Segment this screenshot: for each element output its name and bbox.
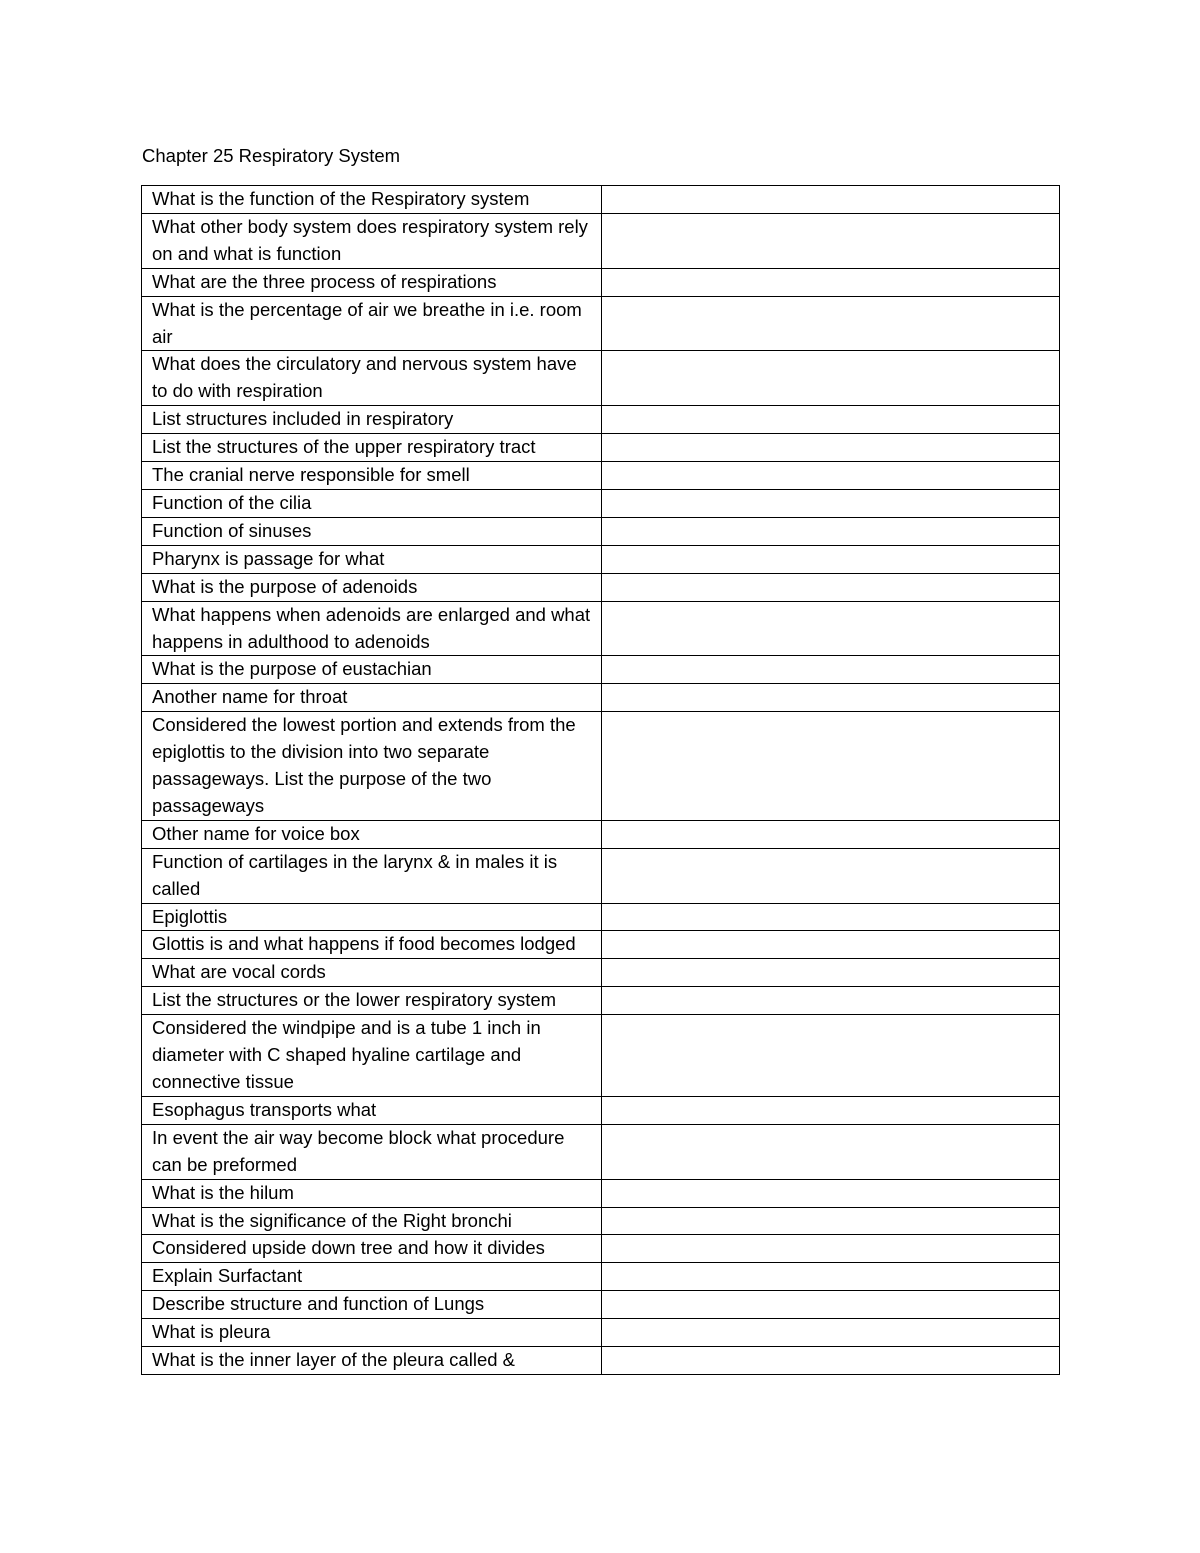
answer-cell[interactable] — [602, 987, 1060, 1015]
table-row — [142, 351, 1060, 406]
answer-cell[interactable] — [602, 1263, 1060, 1291]
table-row — [142, 601, 1060, 656]
question-cell: What is the purpose of adenoids — [142, 573, 602, 601]
question-cell: What is the inner layer of the pleura called & — [142, 1347, 602, 1375]
question-cell: List the structures of the upper respiratory tract — [142, 434, 602, 462]
answer-cell[interactable] — [602, 1291, 1060, 1319]
table-row — [142, 489, 1060, 517]
question-cell: Function of the cilia — [142, 489, 602, 517]
answer-cell[interactable] — [602, 1179, 1060, 1207]
table-row — [142, 1015, 1060, 1097]
answer-cell[interactable] — [602, 186, 1060, 214]
question-cell: What is the significance of the Right bronchi — [142, 1207, 602, 1235]
table-row — [142, 1291, 1060, 1319]
table-row — [142, 213, 1060, 268]
table-row — [142, 1096, 1060, 1124]
table-row — [142, 434, 1060, 462]
table-row — [142, 1179, 1060, 1207]
question-cell: Pharynx is passage for what — [142, 545, 602, 573]
answer-cell[interactable] — [602, 1319, 1060, 1347]
table-row — [142, 1319, 1060, 1347]
answer-cell[interactable] — [602, 1347, 1060, 1375]
question-cell: What is the hilum — [142, 1179, 602, 1207]
answer-cell[interactable] — [602, 296, 1060, 351]
question-cell: What happens when adenoids are enlarged and what happens in adulthood to adenoids — [142, 601, 602, 656]
question-cell: In event the air way become block what procedure can be preformed — [142, 1124, 602, 1179]
question-cell: What does the circulatory and nervous system have to do with respiration — [142, 351, 602, 406]
answer-cell[interactable] — [602, 931, 1060, 959]
answer-cell[interactable] — [602, 820, 1060, 848]
table-row — [142, 573, 1060, 601]
table-row — [142, 296, 1060, 351]
table-row — [142, 987, 1060, 1015]
answer-cell[interactable] — [602, 656, 1060, 684]
question-cell: Glottis is and what happens if food becomes lodged — [142, 931, 602, 959]
question-cell: Describe structure and function of Lungs — [142, 1291, 602, 1319]
answer-cell[interactable] — [602, 545, 1060, 573]
table-row — [142, 712, 1060, 821]
table-row — [142, 656, 1060, 684]
question-cell: What is the purpose of eustachian — [142, 656, 602, 684]
question-cell: Considered upside down tree and how it divides — [142, 1235, 602, 1263]
answer-cell[interactable] — [602, 1015, 1060, 1097]
question-cell: Esophagus transports what — [142, 1096, 602, 1124]
answer-cell[interactable] — [602, 1207, 1060, 1235]
table-row — [142, 1263, 1060, 1291]
question-answer-table — [141, 185, 1060, 1375]
question-cell: Considered the windpipe and is a tube 1 inch in diameter with C shaped hyaline cartilage and connective tissue — [142, 1015, 602, 1097]
answer-cell[interactable] — [602, 848, 1060, 903]
table-row — [142, 1124, 1060, 1179]
table-row — [142, 1235, 1060, 1263]
answer-cell[interactable] — [602, 462, 1060, 490]
table-row — [142, 959, 1060, 987]
answer-cell[interactable] — [602, 684, 1060, 712]
question-cell: Function of sinuses — [142, 517, 602, 545]
table-row — [142, 1207, 1060, 1235]
question-cell: Explain Surfactant — [142, 1263, 602, 1291]
question-cell: What other body system does respiratory system rely on and what is function — [142, 213, 602, 268]
question-cell: What are vocal cords — [142, 959, 602, 987]
table-row — [142, 406, 1060, 434]
answer-cell[interactable] — [602, 489, 1060, 517]
table-row — [142, 1347, 1060, 1375]
document-title: Chapter 25 Respiratory System — [142, 145, 401, 166]
question-cell: Epiglottis — [142, 903, 602, 931]
table-row — [142, 268, 1060, 296]
question-cell: Another name for throat — [142, 684, 602, 712]
question-cell: List structures included in respiratory — [142, 406, 602, 434]
answer-cell[interactable] — [602, 434, 1060, 462]
answer-cell[interactable] — [602, 903, 1060, 931]
question-cell: Considered the lowest portion and extends from the epiglottis to the division into two separate passageways. List the purpose of the two passageways — [142, 712, 602, 821]
table-row — [142, 684, 1060, 712]
question-cell: Other name for voice box — [142, 820, 602, 848]
answer-cell[interactable] — [602, 1096, 1060, 1124]
answer-cell[interactable] — [602, 268, 1060, 296]
table-row — [142, 517, 1060, 545]
table-row — [142, 186, 1060, 214]
answer-cell[interactable] — [602, 213, 1060, 268]
answer-cell[interactable] — [602, 573, 1060, 601]
question-cell: The cranial nerve responsible for smell — [142, 462, 602, 490]
table-row — [142, 545, 1060, 573]
question-cell: What are the three process of respirations — [142, 268, 602, 296]
answer-cell[interactable] — [602, 1235, 1060, 1263]
question-cell: What is the percentage of air we breathe in i.e. room air — [142, 296, 602, 351]
table-body — [142, 186, 1060, 1375]
question-cell: What is pleura — [142, 1319, 602, 1347]
answer-cell[interactable] — [602, 351, 1060, 406]
answer-cell[interactable] — [602, 959, 1060, 987]
question-cell: What is the function of the Respiratory system — [142, 186, 602, 214]
table-row — [142, 462, 1060, 490]
question-cell: Function of cartilages in the larynx & in males it is called — [142, 848, 602, 903]
question-cell: List the structures or the lower respiratory system — [142, 987, 602, 1015]
table-row — [142, 931, 1060, 959]
answer-cell[interactable] — [602, 517, 1060, 545]
answer-cell[interactable] — [602, 406, 1060, 434]
table-row — [142, 820, 1060, 848]
answer-cell[interactable] — [602, 601, 1060, 656]
table-row — [142, 903, 1060, 931]
table-row — [142, 848, 1060, 903]
answer-cell[interactable] — [602, 712, 1060, 821]
answer-cell[interactable] — [602, 1124, 1060, 1179]
